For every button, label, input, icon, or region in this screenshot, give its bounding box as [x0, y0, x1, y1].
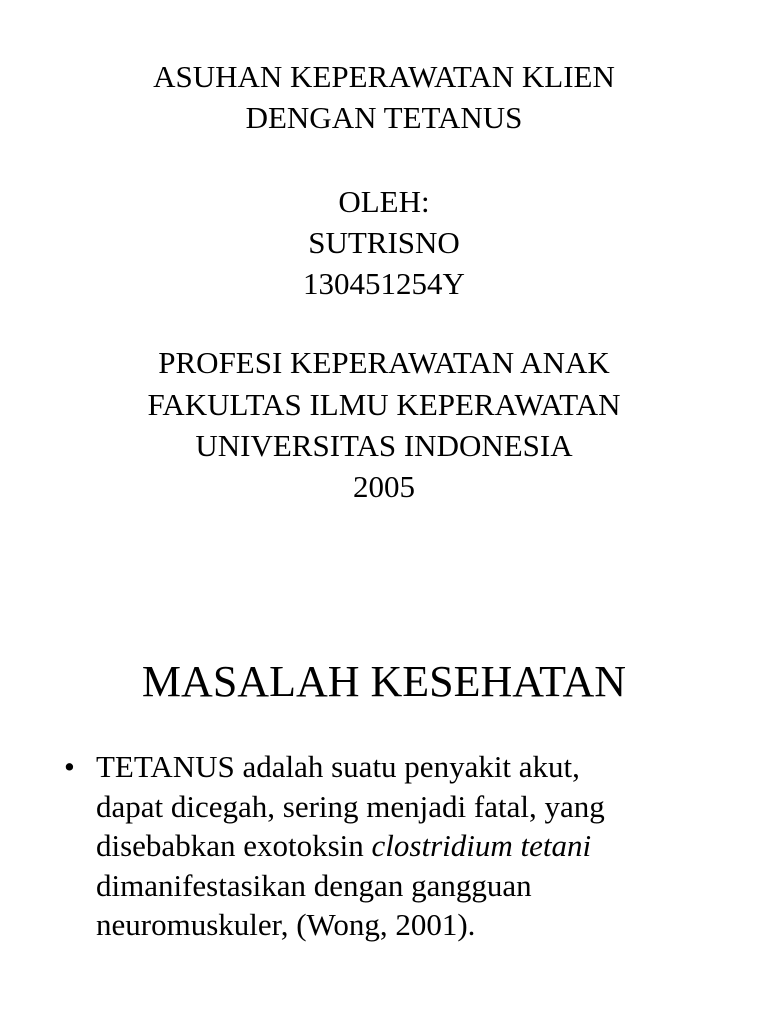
bullet-line-4: dimanifestasikan dengan gangguan [96, 867, 532, 903]
organism-name: clostridium tetani [371, 828, 592, 864]
university-name: UNIVERSITAS INDONESIA [195, 428, 573, 463]
content-slide [0, 600, 768, 1024]
bullet-line-2: dapat dicegah, sering menjadi fatal, yang [96, 788, 605, 824]
author-id: 130451254Y [303, 266, 465, 301]
bullet-line-5: neuromuskuler, (Wong, 2001). [96, 907, 476, 943]
slide-title: MASALAH KESEHATAN [141, 657, 627, 706]
bullet-line-3 [96, 826, 724, 866]
bullet-text [96, 747, 724, 945]
cover-year: 2005 [353, 469, 415, 504]
bullet-line-3-text: disebabkan exotoksin [96, 828, 372, 864]
bullet-line-1: TETANUS adalah suatu penyakit akut, [96, 749, 580, 784]
program-name: PROFESI KEPERAWATAN ANAK [158, 345, 610, 380]
bullet-item [64, 747, 724, 945]
bullet-marker: • [64, 749, 75, 784]
by-label: OLEH: [338, 184, 430, 219]
faculty-name: FAKULTAS ILMU KEPERAWATAN [147, 387, 621, 422]
author-name: SUTRISNO [308, 225, 460, 260]
cover-title-line-2: DENGAN TETANUS [245, 100, 523, 135]
cover-title-line-1: ASUHAN KEPERAWATAN KLIEN [153, 59, 615, 94]
